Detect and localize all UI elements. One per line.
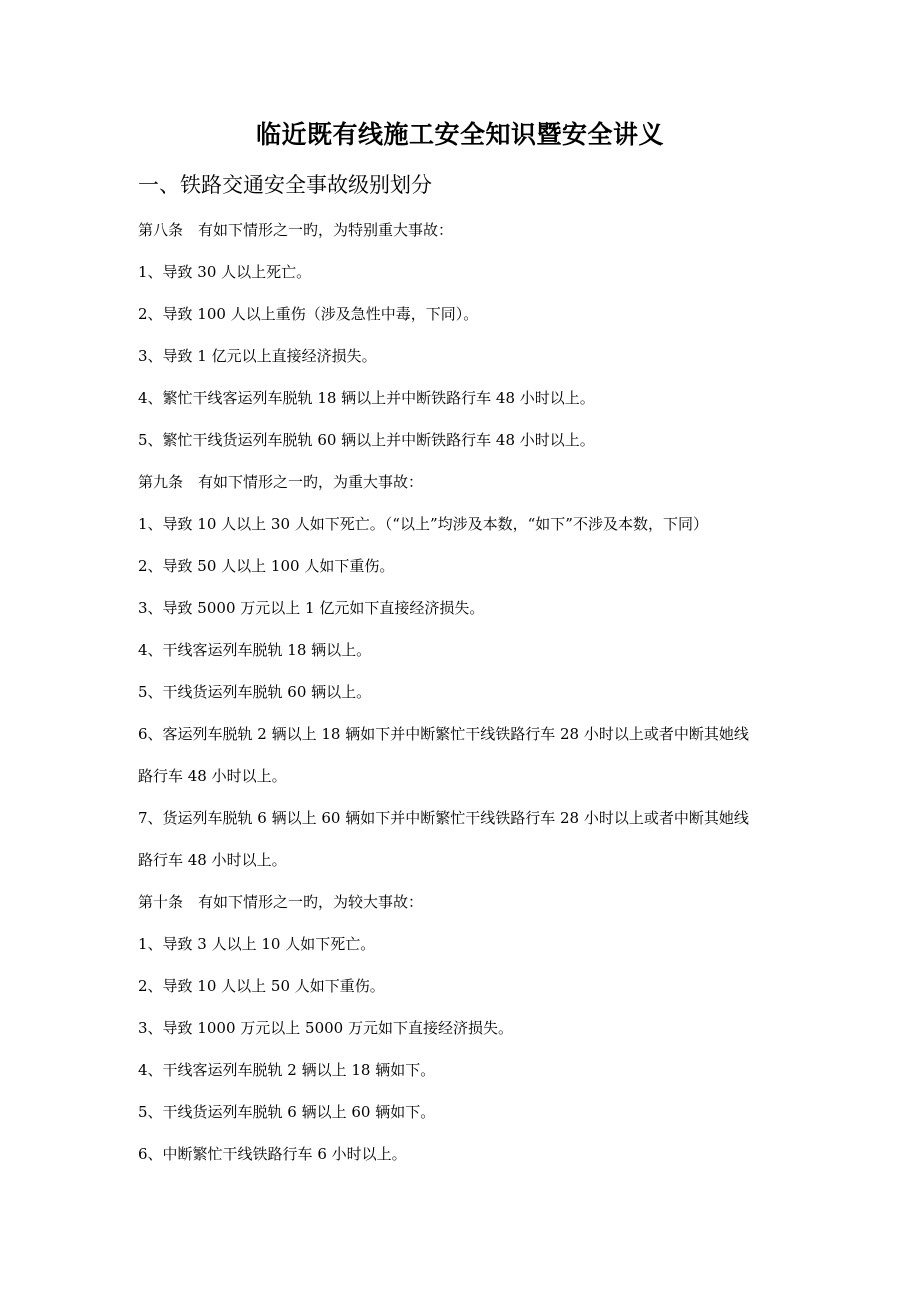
- article-10-heading: 第十条 有如下情形之一旳，为较大事故：: [138, 893, 424, 911]
- list-item: 5、干线货运列车脱轨 6 辆以上 60 辆如下。: [138, 1103, 436, 1121]
- list-item: 6、客运列车脱轨 2 辆以上 18 辆如下并中断繁忙干线铁路行车 28 小时以上或者中断其她线: [138, 725, 749, 743]
- list-item: 1、导致 30 人以上死亡。: [138, 263, 312, 281]
- list-item: 3、导致 1 亿元以上直接经济损失。: [138, 347, 377, 365]
- document-title: 临近既有线施工安全知识暨安全讲义: [255, 120, 664, 149]
- list-item: 4、干线客运列车脱轨 2 辆以上 18 辆如下。: [138, 1061, 436, 1079]
- list-item: 4、干线客运列车脱轨 18 辆以上。: [138, 641, 372, 659]
- article-9-heading: 第九条 有如下情形之一旳，为重大事故：: [138, 473, 424, 491]
- list-item-continuation: 路行车 48 小时以上。: [138, 851, 287, 869]
- section-heading: 一、铁路交通安全事故级别划分: [138, 173, 432, 197]
- list-item: 5、干线货运列车脱轨 60 辆以上。: [138, 683, 372, 701]
- list-item: 6、中断繁忙干线铁路行车 6 小时以上。: [138, 1145, 407, 1163]
- list-item: 7、货运列车脱轨 6 辆以上 60 辆如下并中断繁忙干线铁路行车 28 小时以上或者中断其她线: [138, 809, 749, 827]
- article-8-heading: 第八条 有如下情形之一旳，为特别重大事故：: [138, 221, 454, 239]
- list-item: 1、导致 3 人以上 10 人如下死亡。: [138, 935, 376, 953]
- list-item: 2、导致 10 人以上 50 人如下重伤。: [138, 977, 385, 995]
- list-item: 5、繁忙干线货运列车脱轨 60 辆以上并中断铁路行车 48 小时以上。: [138, 431, 595, 449]
- list-item: 2、导致 50 人以上 100 人如下重伤。: [138, 557, 395, 575]
- list-item: 3、导致 5000 万元以上 1 亿元如下直接经济损失。: [138, 599, 485, 617]
- list-item: 2、导致 100 人以上重伤（涉及急性中毒，下同）。: [138, 305, 479, 323]
- list-item-continuation: 路行车 48 小时以上。: [138, 767, 287, 785]
- list-item: 3、导致 1000 万元以上 5000 万元如下直接经济损失。: [138, 1019, 513, 1037]
- list-item: 1、导致 10 人以上 30 人如下死亡。（“以上”均涉及本数，“如下”不涉及本数，下同）: [138, 515, 708, 533]
- list-item: 4、繁忙干线客运列车脱轨 18 辆以上并中断铁路行车 48 小时以上。: [138, 389, 595, 407]
